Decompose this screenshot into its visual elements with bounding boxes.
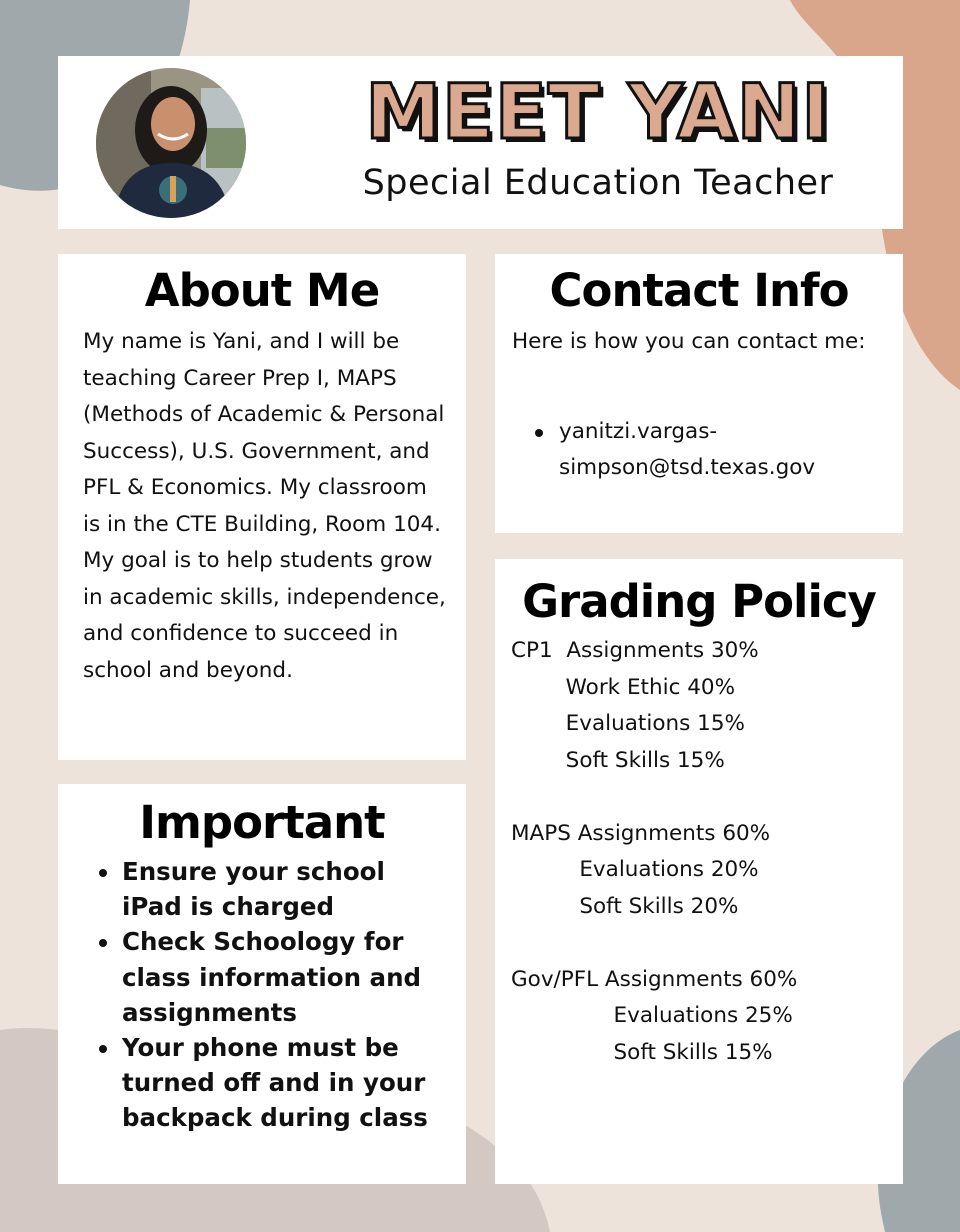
important-list xyxy=(96,854,446,1136)
contact-intro: Here is how you can contact me: xyxy=(512,329,866,354)
grading-line: Evaluations 20% xyxy=(511,857,759,882)
grading-line: Gov/PFL Assignments 60% xyxy=(511,966,798,992)
important-heading: Important xyxy=(139,796,385,849)
grading-group-gov-pfl xyxy=(511,962,903,1072)
about-text: My name is Yani, and I will be teaching Career Prep I, MAPS (Methods of Academic & Personal Success), U.S. Government, and PFL & Economics. My classroom is in the CTE Building, Room 104. My goal is to help students grow in academic skills, independence, and confidence to succeed in school and beyond. xyxy=(83,329,446,683)
important-card xyxy=(58,784,466,1184)
about-heading: About Me xyxy=(144,264,380,317)
grading-line: Evaluations 15% xyxy=(511,711,745,736)
page-title: MEET YANI xyxy=(365,67,831,156)
important-item-phone: Your phone must be turned off and in your backpack during class xyxy=(96,1030,446,1136)
contact-list xyxy=(535,414,903,486)
contact-email[interactable]: yanitzi.vargas-simpson@tsd.texas.gov xyxy=(535,414,835,486)
contact-heading: Contact Info xyxy=(549,264,849,317)
grading-card xyxy=(495,559,903,1184)
grading-line: MAPS Assignments 60% xyxy=(511,820,771,846)
teacher-portrait-icon xyxy=(96,68,246,218)
header-card xyxy=(58,56,903,229)
important-item-ipad: Ensure your school iPad is charged xyxy=(96,854,446,924)
grading-group-maps xyxy=(511,816,903,926)
grading-group-cp1 xyxy=(511,633,903,779)
grading-line: Soft Skills 20% xyxy=(511,893,739,919)
grading-line: Evaluations 25% xyxy=(511,1003,793,1028)
grading-heading: Grading Policy xyxy=(522,575,876,628)
grading-line: Soft Skills 15% xyxy=(511,1039,773,1065)
contact-card xyxy=(495,254,903,533)
page-subtitle: Special Education Teacher xyxy=(362,163,834,203)
grading-line: Soft Skills 15% xyxy=(511,747,725,773)
grading-line: CP1 Assignments 30% xyxy=(511,638,759,663)
avatar xyxy=(96,68,246,218)
grading-line: Work Ethic 40% xyxy=(511,674,736,700)
important-item-schoology: Check Schoology for class information and assignments xyxy=(96,924,446,1030)
about-card xyxy=(58,254,466,760)
